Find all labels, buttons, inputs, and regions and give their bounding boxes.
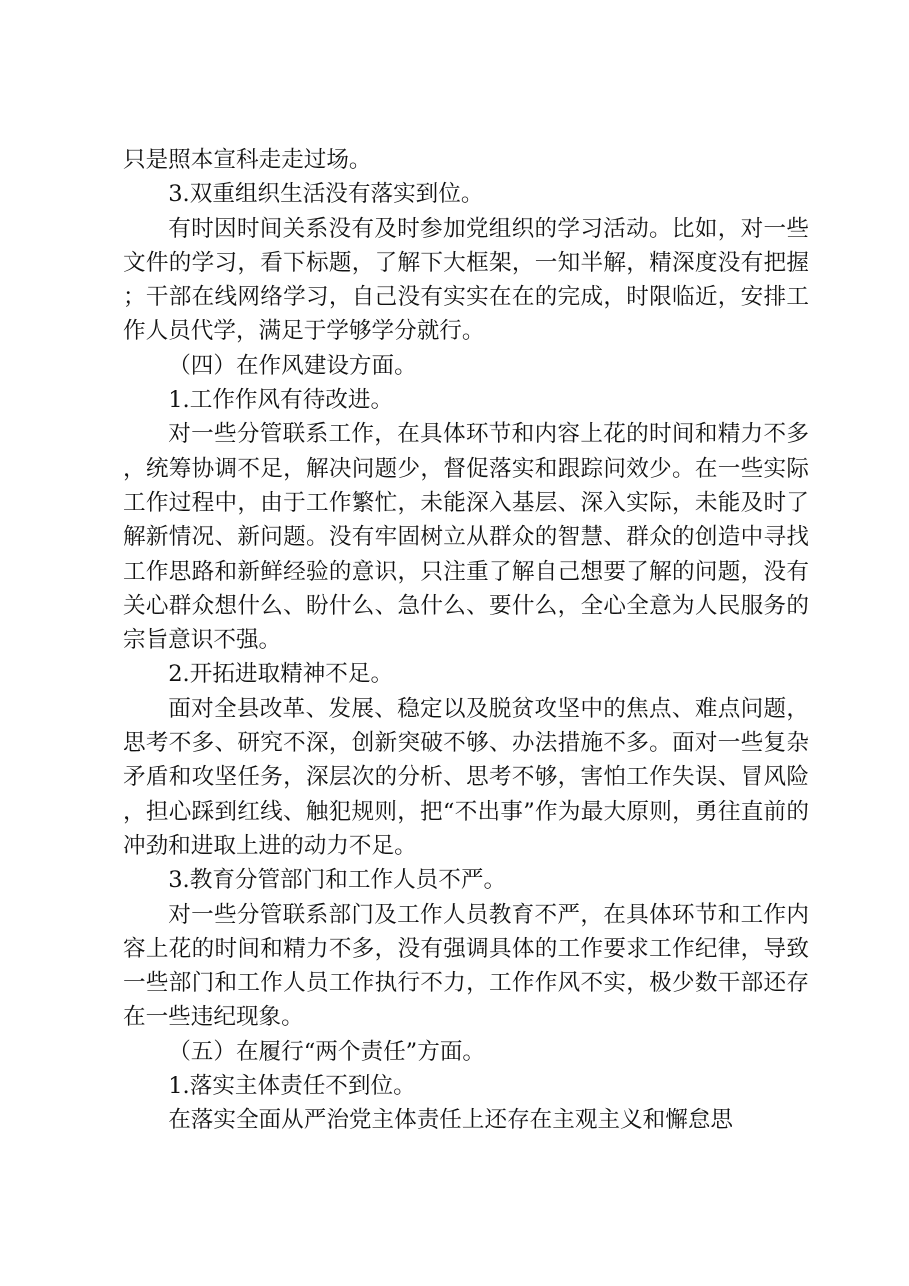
paragraph-continuation: 只是照本宣科走走过场。 (123, 147, 372, 173)
subheading-dual-organization-life: 3.双重组织生活没有落实到位。 (168, 181, 484, 208)
section-heading-work-style: （四）在作风建设方面。 (168, 352, 417, 379)
subheading-pioneering-spirit: 2.开拓进取精神不足。 (168, 661, 394, 688)
paragraph-study-activities: 有时因时间关系没有及时参加党组织的学习活动。比如，对一些文件的学习，看下标题，了解下大框架，一知半解，精深度没有把握；干部在线网络学习，自己没有实实在在的完成，时限临近，安排工作人员代学，满足于学够学分就行。 (123, 215, 809, 345)
subheading-main-responsibility: 1.落实主体责任不到位。 (168, 1073, 416, 1100)
document-page (123, 143, 809, 1138)
paragraph-work-style: 对一些分管联系工作，在具体环节和内容上花的时间和精力不多，统筹协调不足，解决问题少，督促落实和跟踪问效少。在一些实际工作过程中，由于工作繁忙，未能深入基层、深入实际，未能及时了解新情况、新问题。没有牢固树立从群众的智慧、群众的创造中寻找工作思路和新鲜经验的意识，只注重了解自己想要了解的问题，没有关心群众想什么、盼什么、急什么、要什么，全心全意为人民服务的宗旨意识不强。 (123, 421, 809, 654)
subheading-education-departments: 3.教育分管部门和工作人员不严。 (168, 867, 507, 894)
subheading-work-style-improvement: 1.工作作风有待改进。 (168, 387, 394, 414)
paragraph-main-responsibility: 在落实全面从严治党主体责任上还存在主观主义和懈怠思 (168, 1107, 734, 1134)
paragraph-pioneering-spirit: 面对全县改革、发展、稳定以及脱贫攻坚中的焦点、难点问题，思考不多、研究不深，创新突破不够、办法措施不多。面对一些复杂矛盾和攻坚任务，深层次的分析、思考不够，害怕工作失误、冒风险，担心踩到红线、触犯规则，把“不出事”作为最大原则，勇往直前的冲劲和进取上进的动力不足。 (123, 695, 809, 859)
section-heading-two-responsibilities: （五）在履行“两个责任”方面。 (168, 1038, 486, 1065)
paragraph-education-departments: 对一些分管联系部门及工作人员教育不严，在具体环节和工作内容上花的时间和精力不多，没有强调具体的工作要求工作纪律，导致一些部门和工作人员工作执行不力，工作作风不实，极少数干部还存在一些违纪现象。 (123, 901, 809, 1031)
